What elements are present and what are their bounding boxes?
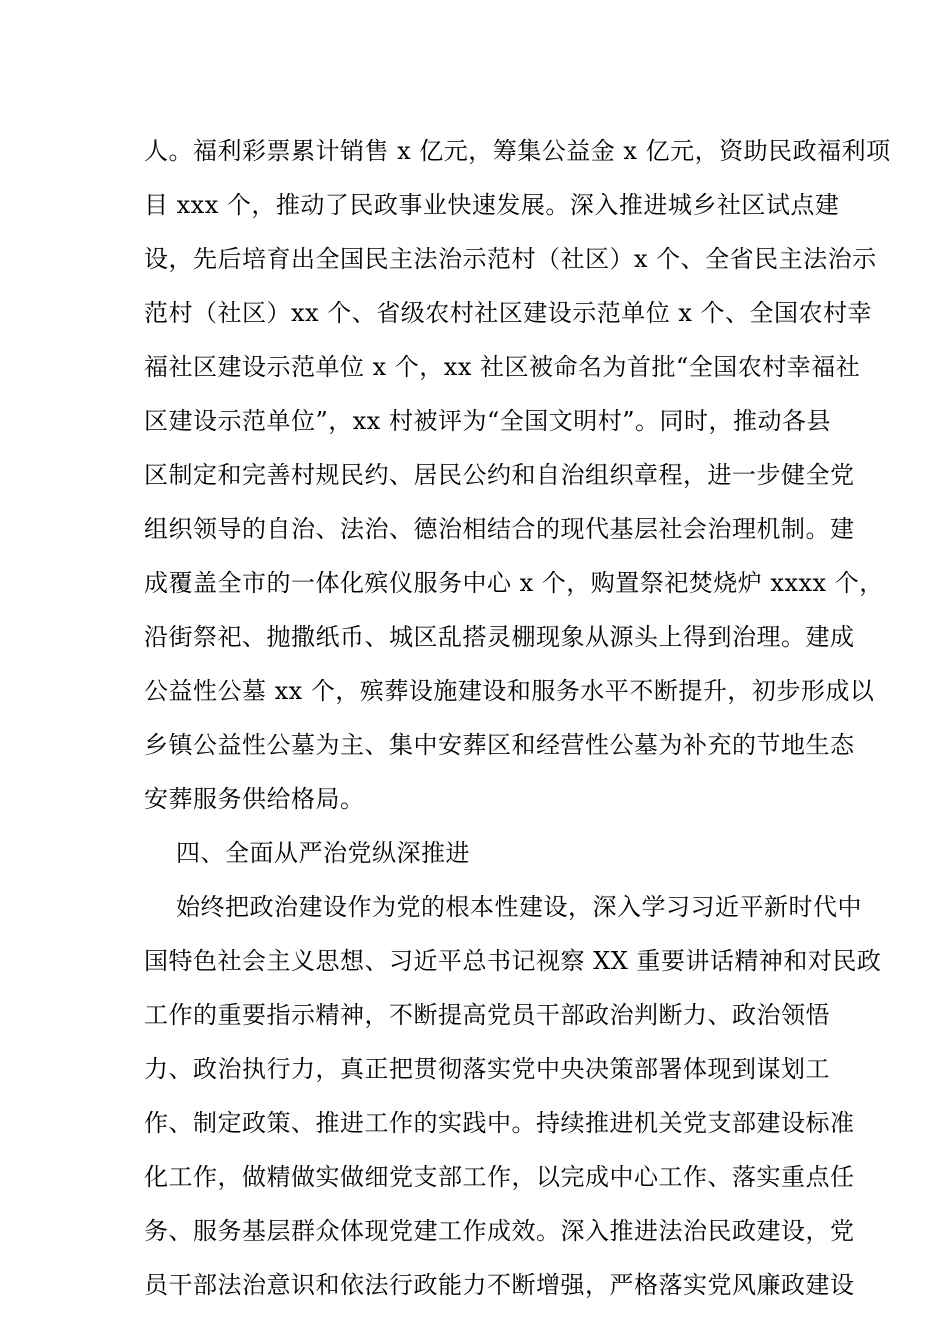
body-text-line: 员干部法治意识和依法行政能力不断增强，严格落实党风廉政建设: [144, 1271, 855, 1299]
body-text-line: 力、政治执行力，真正把贯彻落实党中央决策部署体现到谋划工: [144, 1055, 830, 1083]
body-text-line: 始终把政治建设作为党的根本性建设，深入学习习近平新时代中: [176, 893, 862, 921]
body-text-line: 沿街祭祀、抛撒纸币、城区乱搭灵棚现象从源头上得到治理。建成: [144, 623, 855, 651]
body-text-line: 福社区建设示范单位 x 个，xx 社区被命名为首批“全国农村幸福社: [144, 353, 861, 381]
body-text-line: 安葬服务供给格局。: [144, 785, 365, 813]
body-text-line: 工作的重要指示精神，不断提高党员干部政治判断力、政治领悟: [144, 1001, 830, 1029]
body-text-line: 公益性公墓 xx 个，殡葬设施建设和服务水平不断提升，初步形成以: [144, 677, 875, 705]
body-text-line: 国特色社会主义思想、习近平总书记视察 XX 重要讲话精神和对民政: [144, 947, 882, 975]
body-text-line: 区制定和完善村规民约、居民公约和自治组织章程，进一步健全党: [144, 461, 855, 489]
body-text-line: 组织领导的自治、法治、德治相结合的现代基层社会治理机制。建: [144, 515, 855, 543]
body-text-line: 乡镇公益性公墓为主、集中安葬区和经营性公墓为补充的节地生态: [144, 731, 855, 759]
body-text-line: 人。福利彩票累计销售 x 亿元，筹集公益金 x 亿元，资助民政福利项: [144, 137, 891, 165]
body-text-line: 化工作，做精做实做细党支部工作，以完成中心工作、落实重点任: [144, 1163, 855, 1191]
body-text-line: 范村（社区）xx 个、省级农村社区建设示范单位 x 个、全国农村幸: [144, 299, 872, 327]
body-text-line: 作、制定政策、推进工作的实践中。持续推进机关党支部建设标准: [144, 1109, 855, 1137]
section-heading: 四、全面从严治党纵深推进: [176, 839, 470, 867]
body-text-line: 目 xxx 个，推动了民政事业快速发展。深入推进城乡社区试点建: [144, 191, 840, 219]
body-text-line: 务、服务基层群众体现党建工作成效。深入推进法治民政建设，党: [144, 1217, 855, 1245]
body-text-line: 区建设示范单位”，xx 村被评为“全国文明村”。同时，推动各县: [144, 407, 832, 435]
body-text-line: 设，先后培育出全国民主法治示范村（社区）x 个、全省民主法治示: [144, 245, 877, 273]
body-text-line: 成覆盖全市的一体化殡仪服务中心 x 个，购置祭祀焚烧炉 xxxx 个，: [144, 569, 884, 597]
